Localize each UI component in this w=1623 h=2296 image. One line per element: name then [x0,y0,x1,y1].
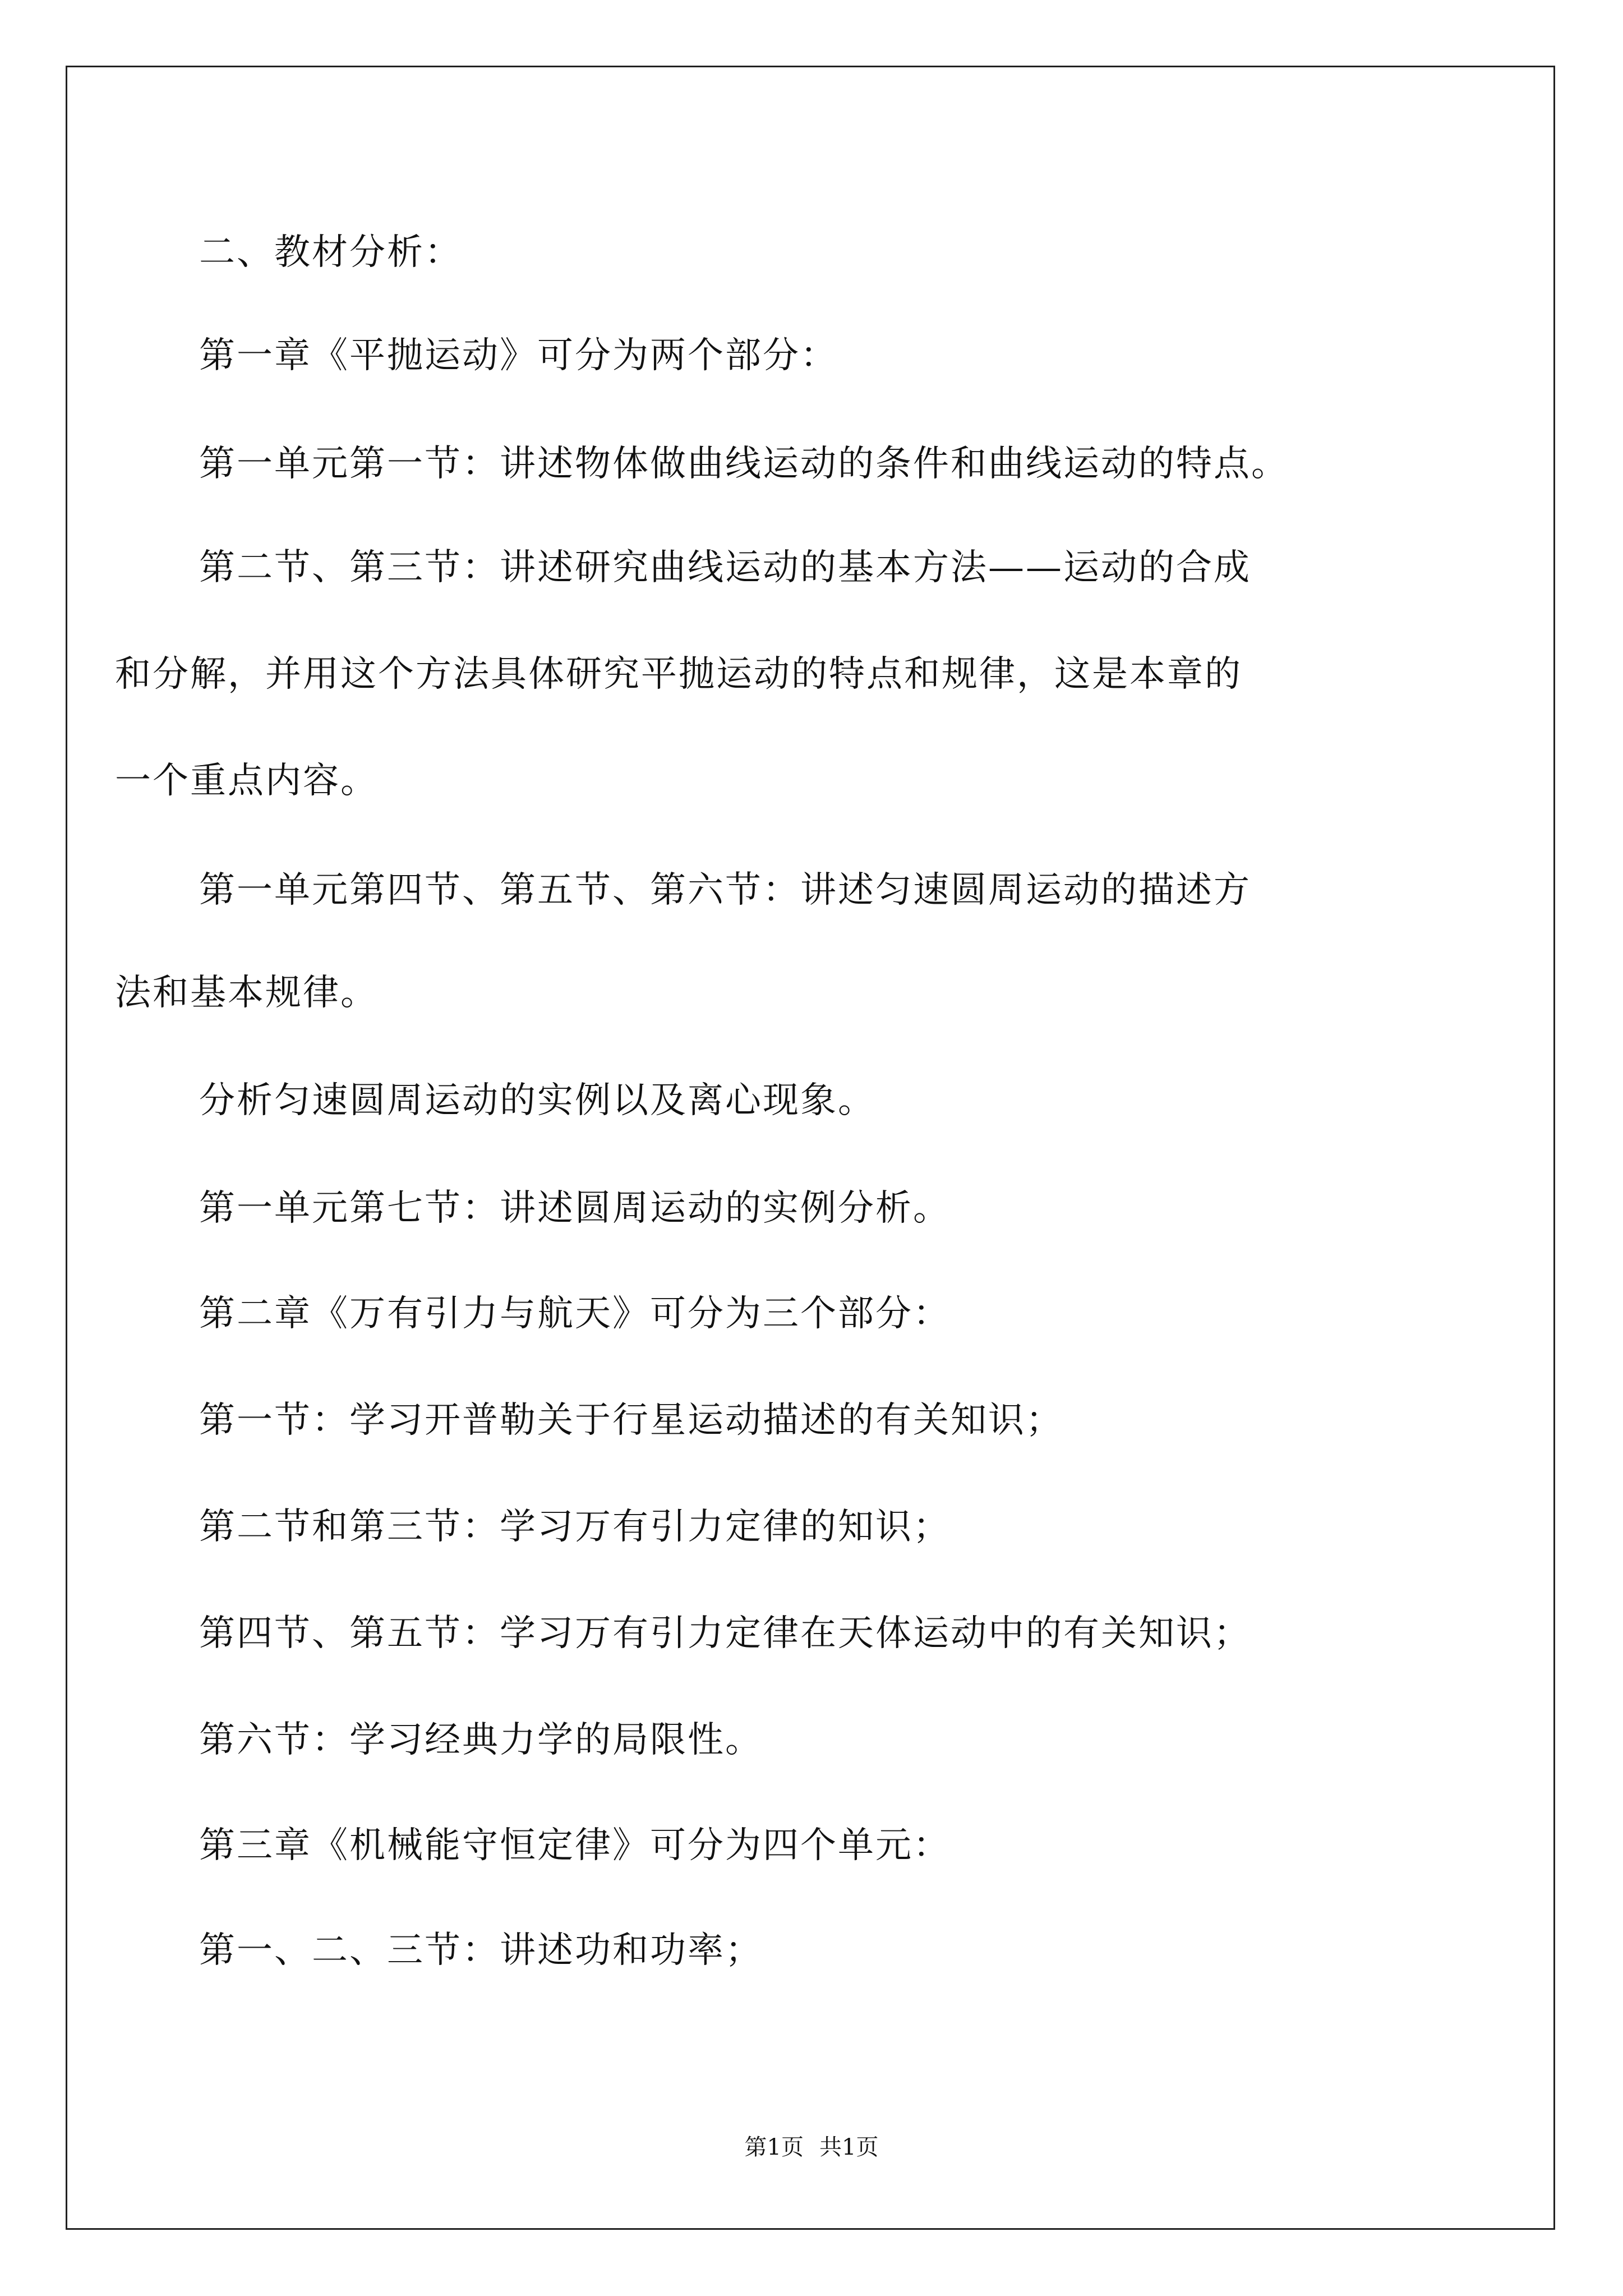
paragraph-continuation: 一个重点内容。 [115,760,378,802]
page-border [66,66,1555,2230]
paragraph: 第一、二、三节：讲述功和功率； [199,1930,763,1971]
paragraph-continuation: 法和基本规律。 [115,972,378,1014]
paragraph: 第一单元第一节：讲述物体做曲线运动的条件和曲线运动的特点。 [199,443,1289,485]
paragraph-continuation: 和分解，并用这个方法具体研究平抛运动的特点和规律，这是本章的 [115,654,1242,695]
paragraph: 第二章《万有引力与航天》可分为三个部分： [199,1293,951,1335]
paragraph: 第一节：学习开普勒关于行星运动描述的有关知识； [199,1400,1063,1441]
paragraph: 第三章《机械能守恒定律》可分为四个单元： [199,1825,951,1866]
paragraph: 第一章《平抛运动》可分为两个部分： [199,335,838,376]
paragraph: 第一单元第四节、第五节、第六节：讲述匀速圆周运动的描述方 [199,869,1251,911]
paragraph: 第四节、第五节：学习万有引力定律在天体运动中的有关知识； [199,1613,1251,1654]
page-footer [0,2135,1623,2160]
paragraph: 分析匀速圆周运动的实例以及离心现象。 [199,1080,875,1121]
paragraph: 二、教材分析： [199,232,462,273]
paragraph: 第二节、第三节：讲述研究曲线运动的基本方法——运动的合成 [199,547,1251,588]
paragraph: 第二节和第三节：学习万有引力定律的知识； [199,1506,951,1548]
page-number-total: 共1页 [819,2134,879,2160]
page-number-current: 第1页 [744,2134,804,2160]
paragraph: 第六节：学习经典力学的局限性。 [199,1719,763,1761]
paragraph: 第一单元第七节：讲述圆周运动的实例分析。 [199,1188,951,1229]
